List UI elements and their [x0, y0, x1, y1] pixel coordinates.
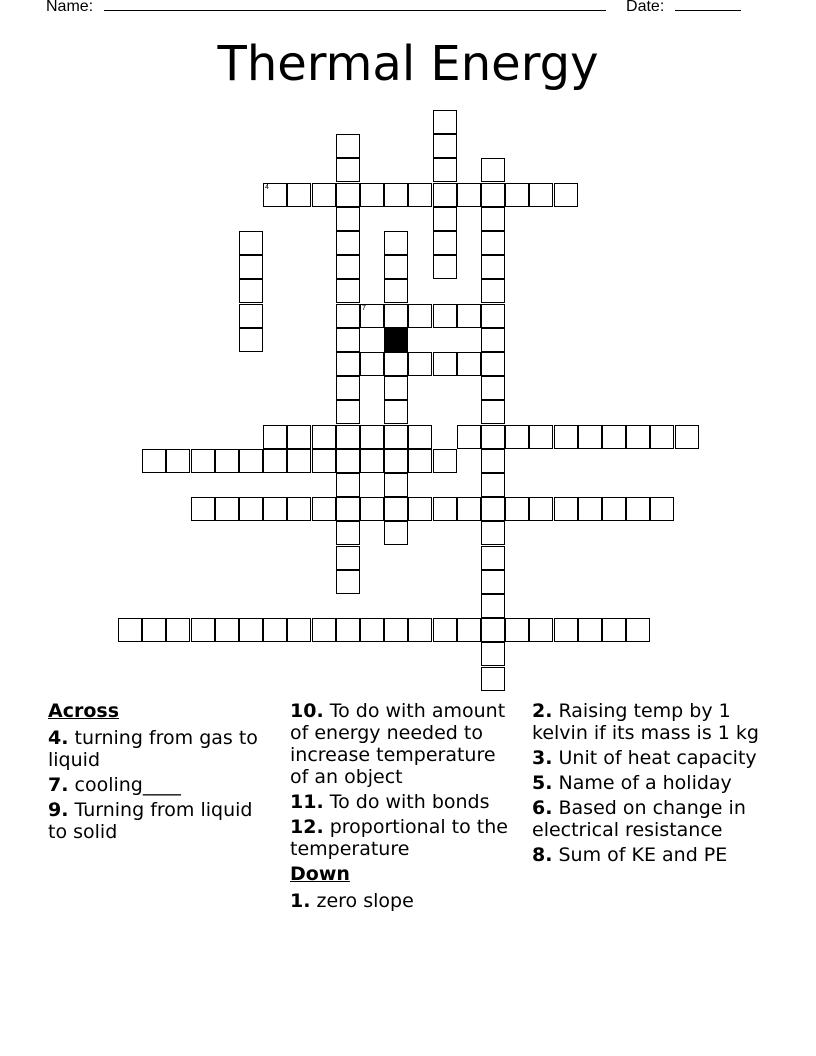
grid-cell[interactable]	[578, 618, 602, 642]
grid-cell[interactable]	[384, 400, 408, 424]
grid-cell[interactable]	[481, 618, 505, 642]
grid-cell[interactable]	[457, 425, 481, 449]
grid-cell[interactable]	[433, 497, 457, 521]
grid-cell[interactable]	[336, 521, 360, 545]
grid-cell[interactable]	[336, 546, 360, 570]
grid-cell[interactable]	[433, 255, 457, 279]
grid-cell[interactable]	[481, 158, 505, 182]
grid-cell[interactable]	[481, 521, 505, 545]
grid-cell[interactable]	[481, 497, 505, 521]
grid-cell[interactable]	[239, 497, 263, 521]
grid-cell[interactable]	[384, 231, 408, 255]
grid-cell[interactable]	[239, 618, 263, 642]
grid-cell[interactable]	[384, 425, 408, 449]
grid-cell[interactable]	[675, 425, 699, 449]
grid-cell[interactable]	[481, 255, 505, 279]
grid-cell[interactable]	[287, 449, 311, 473]
grid-cell[interactable]	[312, 425, 336, 449]
grid-cell[interactable]	[384, 183, 408, 207]
grid-cell[interactable]	[433, 304, 457, 328]
clue-across-4: 4. turning from gas to liquid	[48, 727, 258, 771]
clue-down-6: 6. Based on change in electrical resistance	[532, 797, 746, 841]
down-heading: Down	[290, 863, 350, 885]
grid-cell[interactable]	[384, 618, 408, 642]
grid-cell[interactable]	[384, 279, 408, 303]
grid-cell[interactable]	[481, 594, 505, 618]
grid-cell[interactable]	[336, 449, 360, 473]
grid-cell[interactable]	[360, 618, 384, 642]
grid-cell[interactable]	[336, 279, 360, 303]
grid-cell[interactable]	[554, 183, 578, 207]
grid-cell[interactable]	[408, 449, 432, 473]
grid-cell[interactable]	[626, 425, 650, 449]
grid-cell[interactable]	[336, 158, 360, 182]
grid-cell[interactable]	[457, 618, 481, 642]
clue-column-2	[290, 700, 515, 915]
grid-cell[interactable]	[360, 449, 384, 473]
grid-cell[interactable]	[360, 304, 384, 328]
grid-cell[interactable]	[239, 279, 263, 303]
grid-cell[interactable]	[384, 473, 408, 497]
grid-cell[interactable]	[336, 207, 360, 231]
grid-cell[interactable]	[191, 618, 215, 642]
grid-cell[interactable]	[384, 304, 408, 328]
across-heading: Across	[48, 700, 120, 722]
grid-cell[interactable]	[287, 618, 311, 642]
grid-cell[interactable]	[481, 183, 505, 207]
clue-down-2: 2. Raising temp by 1 kelvin if its mass is 1 kg	[532, 700, 759, 744]
grid-cell[interactable]	[263, 183, 287, 207]
clue-across-10: 10. To do with amount of energy needed to increase temperature of an object	[290, 700, 506, 788]
grid-cell[interactable]	[336, 376, 360, 400]
page-title: Thermal Energy	[217, 36, 599, 92]
grid-cell[interactable]	[481, 376, 505, 400]
grid-cell[interactable]	[433, 158, 457, 182]
grid-cell[interactable]	[166, 449, 190, 473]
grid-cell[interactable]	[191, 449, 215, 473]
grid-cell[interactable]	[287, 183, 311, 207]
grid-cell[interactable]	[554, 618, 578, 642]
grid-cell[interactable]	[336, 473, 360, 497]
grid-cell[interactable]	[529, 425, 553, 449]
grid-cell[interactable]	[529, 618, 553, 642]
grid-cell[interactable]	[433, 183, 457, 207]
grid-cell[interactable]	[481, 642, 505, 666]
grid-cell[interactable]	[433, 231, 457, 255]
grid-cell[interactable]	[626, 497, 650, 521]
grid-cell[interactable]	[360, 352, 384, 376]
grid-cell[interactable]	[336, 328, 360, 352]
grid-cell[interactable]	[142, 618, 166, 642]
grid-cell[interactable]	[650, 497, 674, 521]
cell-number: 7	[362, 305, 366, 312]
grid-cell[interactable]	[215, 618, 239, 642]
grid-cell[interactable]	[142, 449, 166, 473]
grid-cell[interactable]	[505, 618, 529, 642]
grid-cell[interactable]	[481, 473, 505, 497]
grid-cell[interactable]	[336, 400, 360, 424]
clue-across-7: 7. cooling____	[48, 774, 181, 796]
clue-column-3	[532, 700, 772, 869]
grid-cell[interactable]	[481, 207, 505, 231]
grid-cell[interactable]	[457, 304, 481, 328]
grid-cell[interactable]	[287, 425, 311, 449]
grid-cell[interactable]	[433, 207, 457, 231]
grid-cell[interactable]	[433, 352, 457, 376]
grid-cell[interactable]	[312, 183, 336, 207]
grid-cell[interactable]	[336, 570, 360, 594]
grid-cell[interactable]	[505, 425, 529, 449]
grid-cell[interactable]	[408, 618, 432, 642]
clue-down-8: 8. Sum of KE and PE	[532, 844, 728, 866]
date-label: Date:	[626, 0, 665, 15]
grid-cell[interactable]	[312, 497, 336, 521]
grid-cell[interactable]	[118, 618, 142, 642]
grid-cell[interactable]	[408, 352, 432, 376]
grid-cell[interactable]	[336, 183, 360, 207]
grid-cell[interactable]	[457, 497, 481, 521]
name-label: Name:	[46, 0, 94, 15]
grid-cell[interactable]	[457, 352, 481, 376]
grid-cell[interactable]	[554, 425, 578, 449]
grid-cell[interactable]	[191, 497, 215, 521]
grid-cell[interactable]	[287, 497, 311, 521]
grid-cell[interactable]	[312, 618, 336, 642]
black-cell	[384, 328, 408, 352]
grid-cell[interactable]	[166, 618, 190, 642]
grid-cell[interactable]	[384, 255, 408, 279]
grid-cell[interactable]	[263, 449, 287, 473]
grid-cell[interactable]	[336, 425, 360, 449]
grid-cell[interactable]	[578, 425, 602, 449]
grid-cell[interactable]	[336, 134, 360, 158]
grid-cell[interactable]	[336, 618, 360, 642]
grid-cell[interactable]	[360, 425, 384, 449]
grid-cell[interactable]	[602, 618, 626, 642]
grid-cell[interactable]	[408, 183, 432, 207]
clue-across-9: 9. Turning from liquid to solid	[48, 799, 253, 843]
grid-cell[interactable]	[602, 425, 626, 449]
grid-cell[interactable]	[554, 497, 578, 521]
grid-cell[interactable]	[650, 425, 674, 449]
grid-cell[interactable]	[481, 667, 505, 691]
grid-cell[interactable]	[215, 449, 239, 473]
grid-cell[interactable]	[481, 304, 505, 328]
grid-cell[interactable]	[360, 497, 384, 521]
grid-cell[interactable]	[505, 183, 529, 207]
grid-cell[interactable]	[408, 497, 432, 521]
clue-down-1: 1. zero slope	[290, 890, 414, 912]
grid-cell[interactable]	[263, 425, 287, 449]
grid-cell[interactable]	[433, 134, 457, 158]
grid-cell[interactable]	[336, 231, 360, 255]
grid-cell[interactable]	[481, 425, 505, 449]
grid-cell[interactable]	[505, 497, 529, 521]
grid-cell[interactable]	[239, 449, 263, 473]
grid-cell[interactable]	[263, 497, 287, 521]
grid-cell[interactable]	[481, 570, 505, 594]
grid-cell[interactable]	[336, 255, 360, 279]
grid-cell[interactable]	[384, 376, 408, 400]
grid-cell[interactable]	[360, 183, 384, 207]
grid-cell[interactable]	[481, 328, 505, 352]
clue-across-11: 11. To do with bonds	[290, 791, 490, 813]
grid-cell[interactable]	[384, 449, 408, 473]
clue-down-5: 5. Name of a holiday	[532, 772, 732, 794]
grid-cell[interactable]	[384, 521, 408, 545]
clue-column-1	[48, 700, 268, 846]
clue-across-12: 12. proportional to the temperature	[290, 816, 508, 860]
grid-cell[interactable]	[336, 352, 360, 376]
grid-cell[interactable]	[578, 497, 602, 521]
grid-cell[interactable]	[263, 618, 287, 642]
grid-cell[interactable]	[481, 279, 505, 303]
grid-cell[interactable]	[457, 183, 481, 207]
grid-cell[interactable]	[239, 304, 263, 328]
grid-cell[interactable]	[602, 497, 626, 521]
grid-cell[interactable]	[481, 546, 505, 570]
cell-number: 4	[265, 184, 269, 191]
grid-cell[interactable]	[336, 304, 360, 328]
grid-cell[interactable]	[384, 497, 408, 521]
grid-cell[interactable]	[239, 255, 263, 279]
grid-cell[interactable]	[239, 328, 263, 352]
grid-cell[interactable]	[215, 497, 239, 521]
grid-cell[interactable]	[481, 449, 505, 473]
grid-cell[interactable]	[529, 183, 553, 207]
grid-cell[interactable]	[239, 231, 263, 255]
grid-cell[interactable]	[336, 497, 360, 521]
grid-cell[interactable]	[529, 497, 553, 521]
grid-cell[interactable]	[312, 449, 336, 473]
grid-cell[interactable]	[433, 110, 457, 134]
grid-cell[interactable]	[408, 425, 432, 449]
grid-cell[interactable]	[384, 352, 408, 376]
clue-down-3: 3. Unit of heat capacity	[532, 747, 757, 769]
grid-cell[interactable]	[433, 618, 457, 642]
grid-cell[interactable]	[481, 400, 505, 424]
grid-cell[interactable]	[481, 352, 505, 376]
grid-cell[interactable]	[626, 618, 650, 642]
grid-cell[interactable]	[481, 231, 505, 255]
grid-cell[interactable]	[408, 304, 432, 328]
grid-cell[interactable]	[433, 449, 457, 473]
